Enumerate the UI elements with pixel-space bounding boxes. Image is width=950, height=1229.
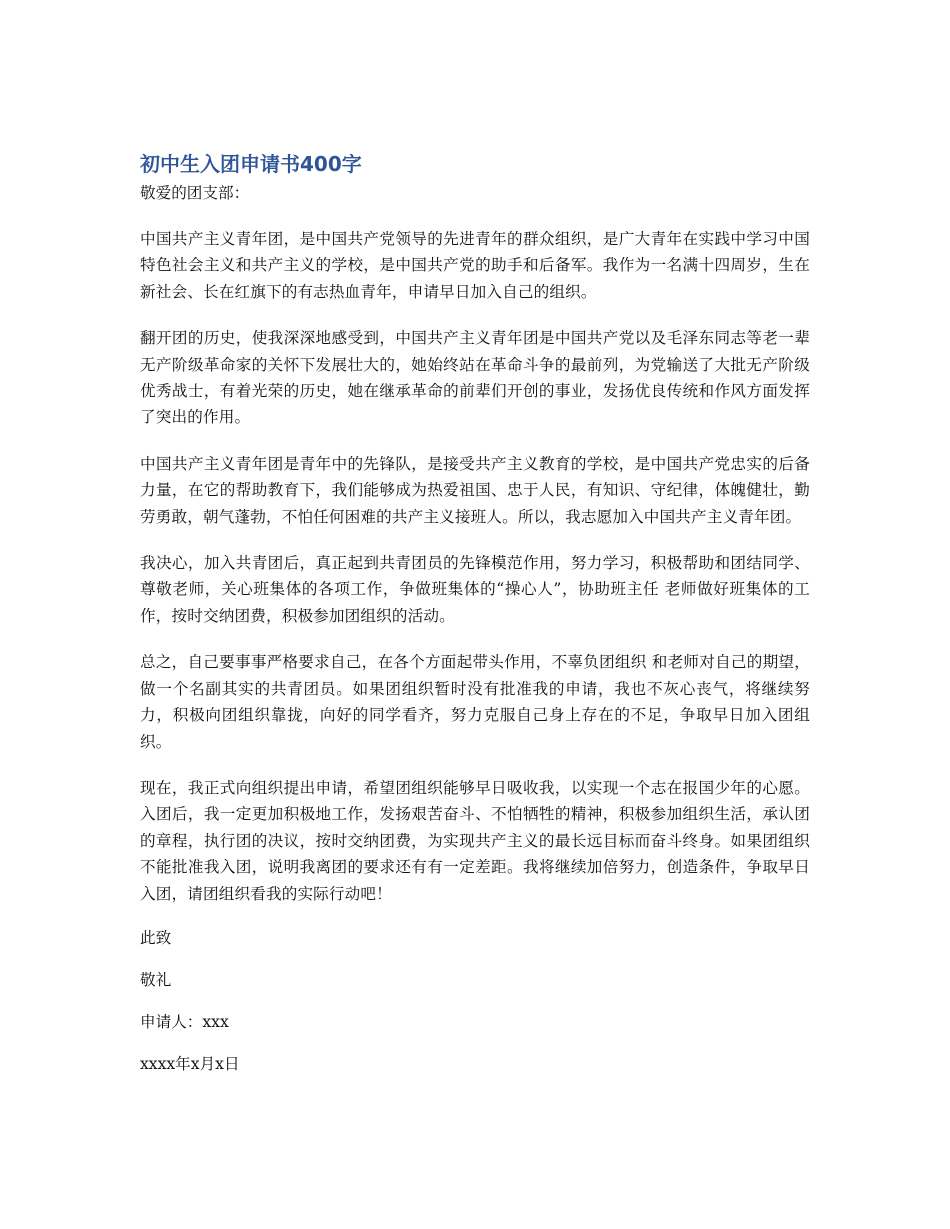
document-body [140,150,810,1075]
document-title: 初中生入团申请书400字 [140,152,362,176]
applicant-signature: 申请人：xxx [140,1012,229,1031]
paragraph: 翻开团的历史，使我深深地感受到，中国共产主义青年团是中国共产党以及毛泽东同志等老一辈无产阶级革命家的关怀下发展壮大的，她始终站在革命斗争的最前列，为党输送了大批无产阶级优秀战士，有着光荣的历史，她在继承革命的前辈们开创的事业，发扬优良传统和作风方面发挥了突出的作用。 [140,329,810,427]
paragraph: 中国共产主义青年团，是中国共产党领导的先进青年的群众组织，是广大青年在实践中学习中国特色社会主义和共产主义的学校，是中国共产党的助手和后备军。我作为一名满十四周岁，生在新社会、长在红旗下的有志热血青年，申请早日加入自己的组织。 [140,230,810,301]
paragraph: 现在，我正式向组织提出申请，希望团组织能够早日吸收我，以实现一个志在报国少年的心愿。入团后，我一定更加积极地工作，发扬艰苦奋斗、不怕牺牲的精神，积极参加组织生活，承认团的章程，执行团的决议，按时交纳团费，为实现共产主义的最长远目标而奋斗终身。如果团组织不能批准我入团，说明我离团的要求还有有一定差距。我将继续加倍努力，创造条件，争取早日入团，请团组织看我的实际行动吧！ [140,778,810,903]
paragraph: 中国共产主义青年团是青年中的先锋队，是接受共产主义教育的学校，是中国共产党忠实的后备力量，在它的帮助教育下，我们能够成为热爱祖国、忠于人民，有知识、守纪律，体魄健壮，勤劳勇敢，朝气蓬勃，不怕任何困难的共产主义接班人。所以，我志愿加入中国共产主义青年团。 [140,454,810,526]
salutation: 敬爱的团支部： [140,184,250,202]
paragraph: 总之，自己要事事严格要求自己，在各个方面起带头作用，不辜负团组织 和老师对自己的期望，做一个名副其实的共青团员。如果团组织暂时没有批准我的申请，我也不灰心丧气，将继续努力，积极向团组织靠拢，向好的同学看齐，努力克服自己身上存在的不足，争取早日加入团组织。 [140,653,810,751]
closing-line-1: 此致 [140,928,172,947]
paragraph: 我决心，加入共青团后，真正起到共青团员的先锋模范作用，努力学习，积极帮助和团结同学、尊敬老师，关心班集体的各项工作，争做班集体的“操心人”，协助班主任 老师做好班集体的工作，按时交纳团费，积极参加团组织的活动。 [140,554,810,625]
closing-line-2: 敬礼 [140,970,172,989]
application-date: xxxx年x月x日 [140,1054,240,1073]
